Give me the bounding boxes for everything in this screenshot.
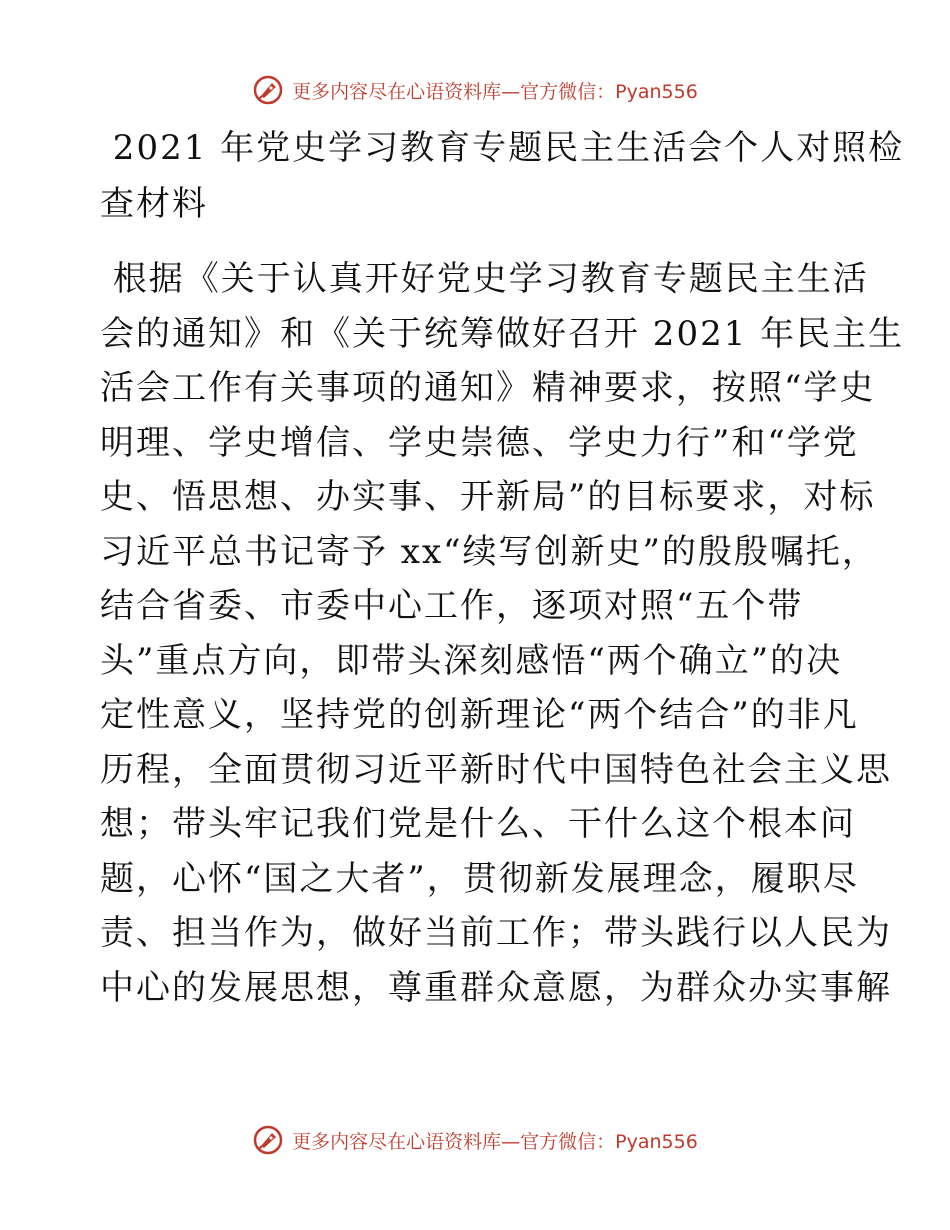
body-line: 根据《关于认真开好党史学习教育专题民主生活 — [100, 259, 869, 299]
header-banner — [0, 70, 950, 110]
body-line: 史、悟思想、办实事、开新局”的目标要求，对标 — [100, 477, 876, 517]
body-line: 中心的发展思想，尊重群众意愿，为群众办实事解 — [100, 967, 892, 1008]
document-body — [100, 252, 905, 1015]
body-line: 题，心怀“国之大者”，贯彻新发展理念，履职尽 — [100, 858, 859, 899]
body-line: 会的通知》和《关于统筹做好召开 2021 年民主生 — [100, 313, 905, 354]
title-line: 2021 年党史学习教育专题民主生活会个人对照检 — [100, 128, 905, 168]
document-title — [100, 120, 905, 232]
footer-banner-text: 更多内容尽在心语资料库—官方微信：Pyan556 — [292, 1130, 698, 1153]
body-line: 明理、学史增信、学史崇德、学史力行”和“学党 — [100, 422, 859, 463]
footer-banner — [0, 1120, 950, 1160]
body-line: 头”重点方向，即带头深刻感悟“两个确立”的决 — [100, 640, 843, 681]
title-line: 查材料 — [100, 184, 208, 224]
body-line: 结合省委、市委中心工作，逐项对照“五个带 — [100, 586, 804, 626]
body-line: 责、担当作为，做好当前工作；带头践行以人民为 — [100, 913, 892, 953]
body-line: 活会工作有关事项的通知》精神要求，按照“学史 — [100, 368, 876, 408]
body-line: 定性意义，坚持党的创新理论“两个结合”的非凡 — [100, 695, 859, 735]
header-banner-text: 更多内容尽在心语资料库—官方微信：Pyan556 — [292, 80, 698, 103]
pen-nib-logo — [252, 1124, 284, 1156]
body-line: 历程，全面贯彻习近平新时代中国特色社会主义思 — [100, 749, 892, 790]
body-line: 习近平总书记寄予 xx“续写创新史”的殷殷嘱托， — [100, 531, 878, 572]
pen-nib-logo — [252, 74, 284, 106]
body-line: 想；带头牢记我们党是什么、干什么这个根本问 — [100, 804, 856, 844]
